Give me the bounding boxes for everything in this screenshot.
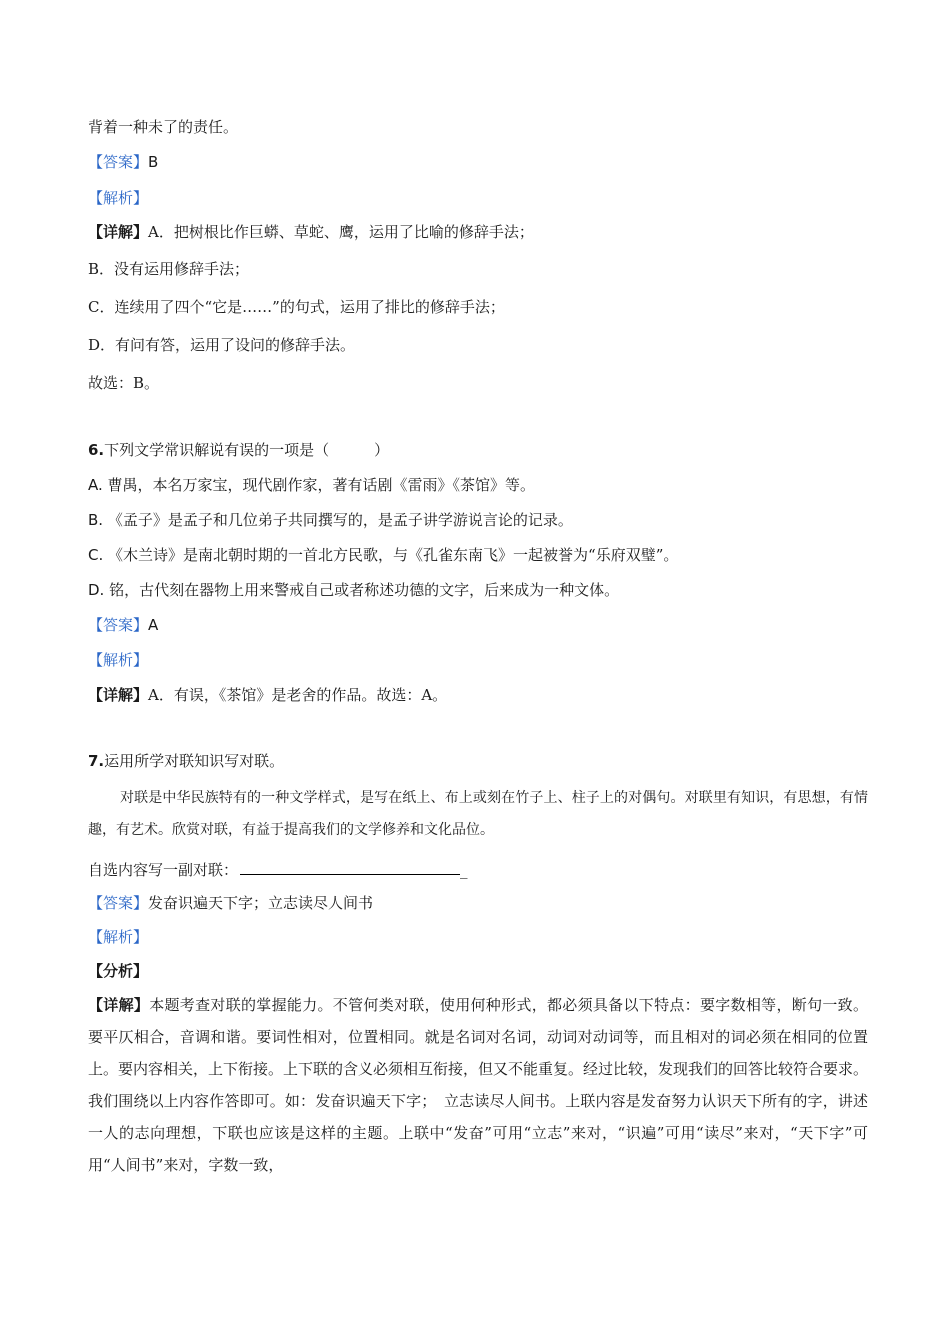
detail-text: A．有误，《茶馆》是老舍的作品。故选：A。	[148, 686, 448, 704]
option-letter: C.	[88, 546, 104, 564]
detail-line	[88, 685, 447, 705]
detail-tag: 【详解】	[88, 223, 149, 241]
detail-paragraph	[88, 989, 868, 1181]
detail-line	[88, 222, 534, 242]
question-6	[88, 440, 389, 460]
option-letter: B.	[88, 511, 104, 529]
answer-line	[88, 152, 158, 172]
answer-tag: 【答案】	[88, 616, 149, 634]
detail-text: A．把树根比作巨蟒、草蛇、鹰，运用了比喻的修辞手法；	[148, 223, 534, 241]
answer-value: A	[148, 616, 159, 634]
fill-prompt: 自选内容写一副对联：	[88, 861, 239, 879]
option-a	[88, 475, 535, 495]
analysis-tag: 【解析】	[88, 651, 149, 669]
question-number: 6.	[88, 441, 105, 459]
question-text: 运用所学对联知识写对联。	[104, 752, 285, 770]
analysis-tag: 【解析】	[88, 189, 149, 207]
blank-tail: _	[460, 861, 468, 879]
analysis-subtag: 【分析】	[88, 962, 149, 980]
text-line: 背着一种未了的责任。	[88, 118, 239, 136]
analysis-tag: 【解析】	[88, 928, 149, 946]
option-d	[88, 580, 619, 600]
answer-tag: 【答案】	[88, 894, 149, 912]
option-text: 曹禺，本名万家宝，现代剧作家，著有话剧《雷雨》《茶馆》等。	[102, 476, 536, 494]
option-text: 铭，古代刻在器物上用来警戒自己或者称述功德的文字，后来成为一种文体。	[104, 581, 620, 599]
text-line: D．有问有答，运用了设问的修辞手法。	[88, 336, 356, 354]
answer-value: 发奋识遍天下字；立志读尽人间书	[148, 894, 374, 912]
answer-line	[88, 615, 158, 635]
detail-tag: 【详解】	[88, 686, 149, 704]
text-line: 故选：B。	[88, 374, 160, 392]
option-letter: A.	[88, 476, 103, 494]
option-c	[88, 545, 678, 565]
answer-line	[88, 893, 373, 913]
question-7	[88, 751, 284, 771]
passage-paragraph: 对联是中华民族特有的一种文学样式，是写在纸上、布上或刻在竹子上、柱子上的对偶句。对联里有知识，有思想，有情趣，有艺术。欣赏对联，有益于提高我们的文学修养和文化品位。	[88, 790, 868, 838]
question-number: 7.	[88, 752, 105, 770]
question-text: 下列文学常识解说有误的一项是（ ）	[104, 441, 390, 459]
option-text: 《木兰诗》是南北朝时期的一首北方民歌，与《孔雀东南飞》一起被誉为“乐府双璧”。	[103, 546, 679, 564]
text-line: B．没有运用修辞手法；	[88, 260, 250, 278]
fill-prompt-line	[88, 860, 468, 880]
option-b	[88, 510, 573, 530]
option-letter: D.	[88, 581, 105, 599]
answer-tag: 【答案】	[88, 153, 149, 171]
detail-text: 本题考查对联的掌握能力。不管何类对联，使用何种形式，都必须具备以下特点：要字数相等，断句一致。要平仄相合，音调和谐。要词性相对，位置相同。就是名词对名词，动词对动词等，而且相对的词必须在相同的位置上。要内容相关，上下衔接。上下联的含义必须相互衔接，但又不能重复。经过比较，发现我们的回答比较符合要求。我们围绕以上内容作答即可。如：发奋识遍天下字； 立志读尽人间书。上联内容是发奋努力认识天下所有的字，讲述一人的志向理想，下联也应该是这样的主题。上联中“发奋”可用“立志”来对，“识遍”可用“读尽”来对，“天下字”可用“人间书”来对，字数一致，	[88, 996, 869, 1174]
text-line: C．连续用了四个“它是……”的句式，运用了排比的修辞手法；	[88, 298, 505, 316]
option-text: 《孟子》是孟子和几位弟子共同撰写的，是孟子讲学游说言论的记录。	[103, 511, 573, 529]
answer-blank	[240, 860, 460, 875]
detail-tag: 【详解】	[88, 996, 150, 1014]
answer-value: B	[148, 153, 159, 171]
